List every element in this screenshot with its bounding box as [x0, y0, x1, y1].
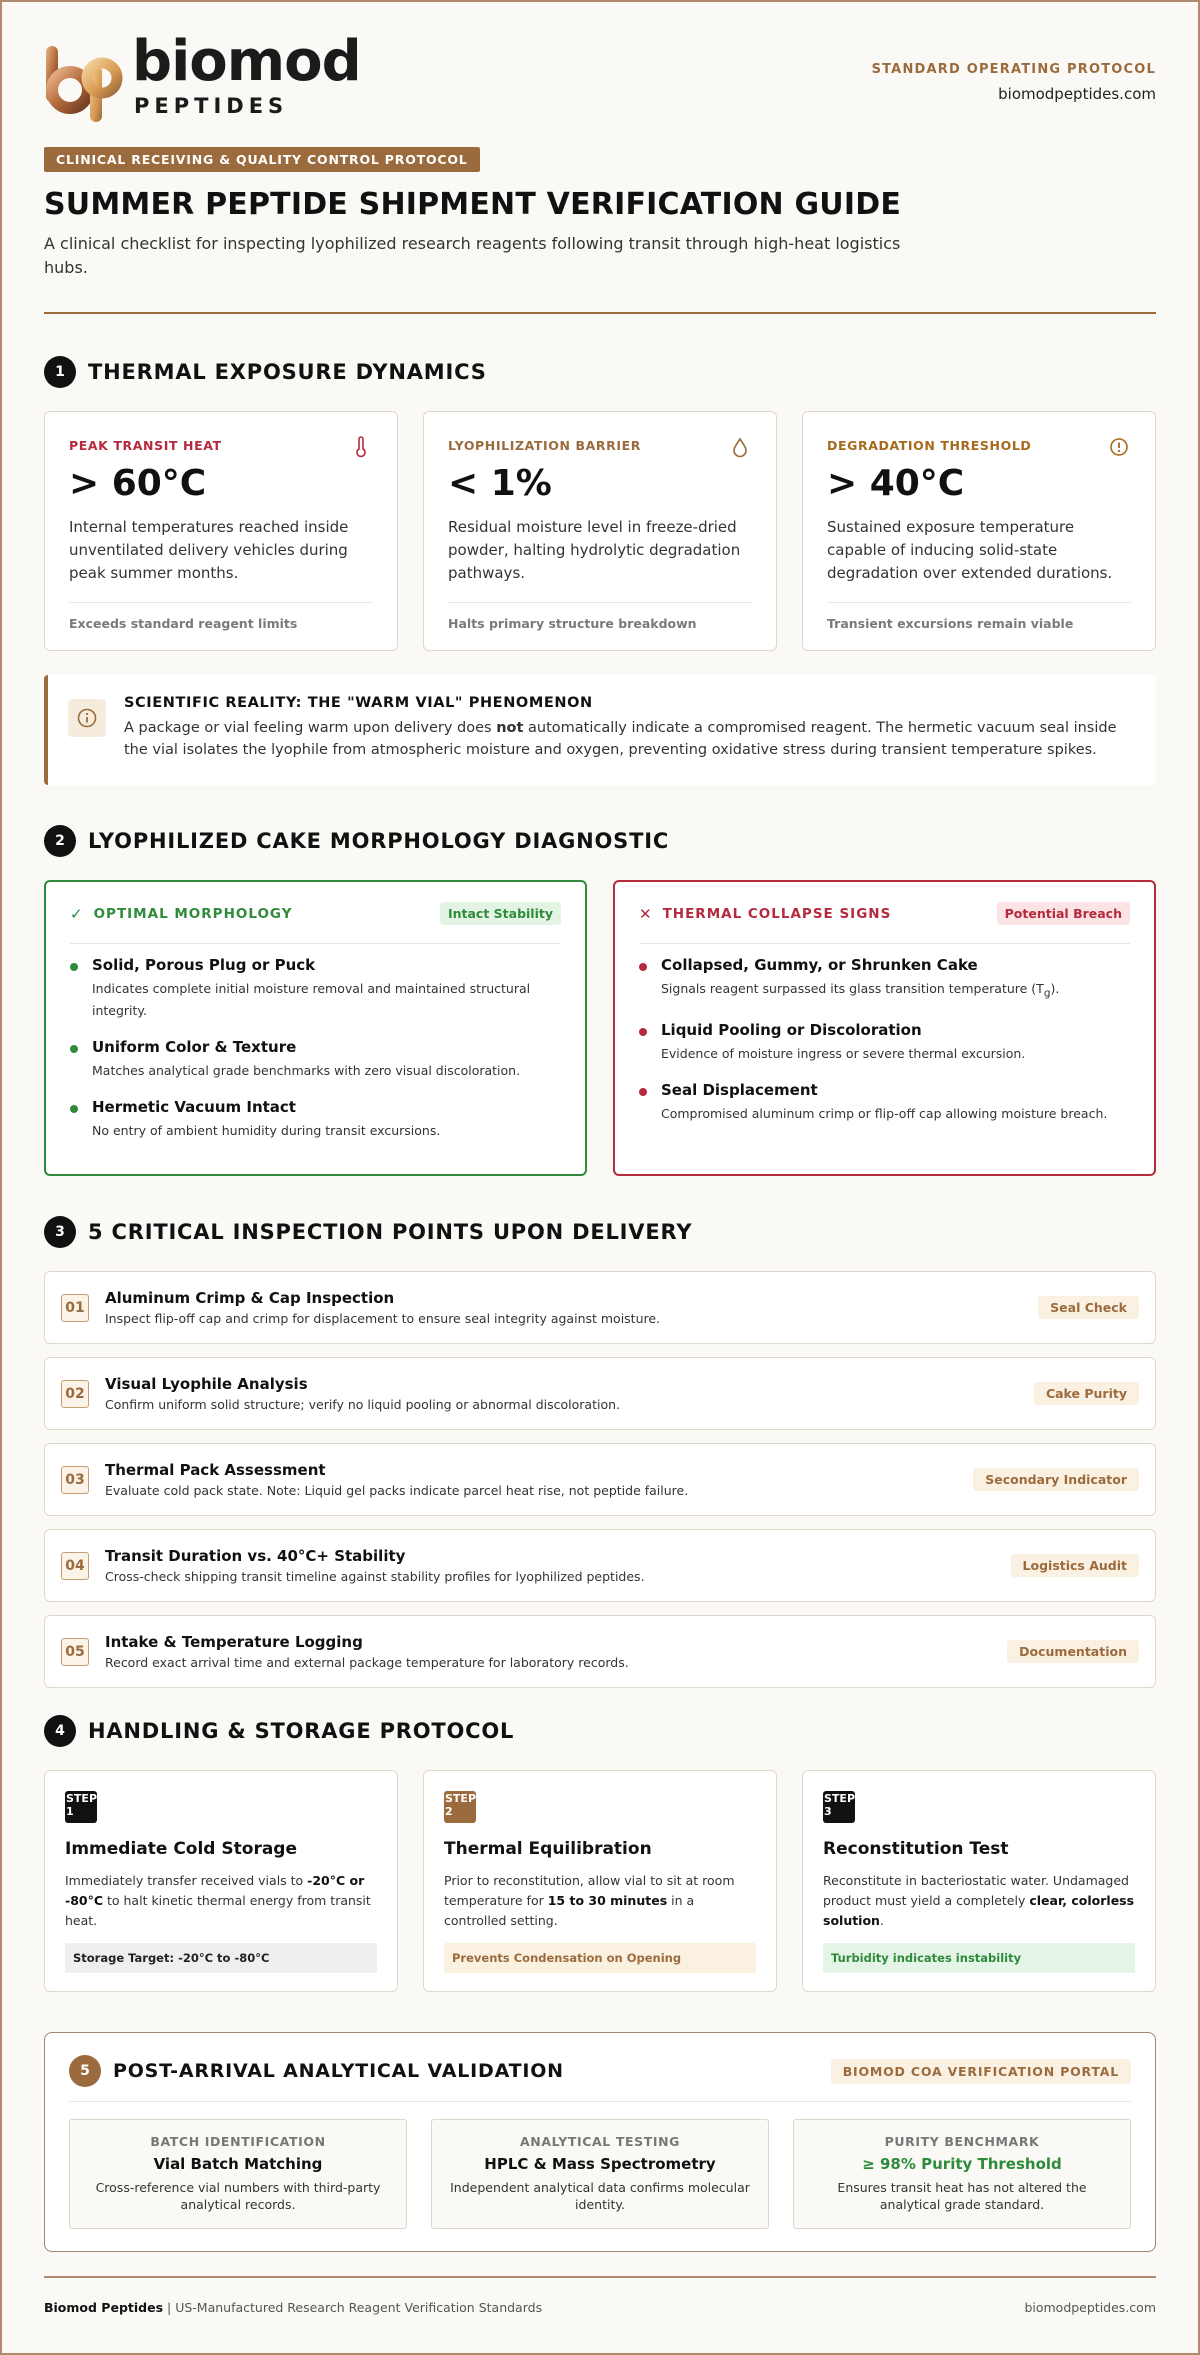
footer-website: biomodpeptides.com	[1024, 2300, 1156, 2315]
footer-divider	[44, 2276, 1156, 2278]
card-degradation-threshold	[802, 411, 1156, 651]
section-number: 4	[44, 1715, 76, 1747]
handling-steps	[44, 1770, 1156, 1992]
logo-sub: PEPTIDES	[134, 94, 289, 118]
card-foot: Halts primary structure breakdown	[448, 602, 752, 631]
section-title: HANDLING & STORAGE PROTOCOL	[88, 1719, 515, 1743]
section-2-heading	[44, 825, 1156, 857]
warm-vial-callout	[44, 675, 1156, 785]
step-card: STEP 1 Immediate Cold Storage Immediately transfer received vials to -20°C or -80°C to halt kinetic thermal energy from transit heat. Storage Target: -20°C to -80°C	[44, 1770, 398, 1992]
header-website: biomodpeptides.com	[998, 85, 1156, 103]
status-badge: Potential Breach	[997, 902, 1130, 925]
thermal-cards	[44, 411, 1156, 651]
section-3-heading	[44, 1216, 1156, 1248]
list-item: Uniform Color & Texture Matches analytical grade benchmarks with zero visual discoloration.	[70, 1038, 561, 1082]
thermometer-icon	[351, 436, 371, 458]
card-label: PEAK TRANSIT HEAT	[69, 438, 222, 453]
card-desc: Residual moisture level in freeze-dried powder, halting hydrolytic degradation pathways.	[448, 518, 741, 582]
card-desc: Internal temperatures reached inside unventilated delivery vehicles during peak summer months.	[69, 518, 349, 582]
list-item: Liquid Pooling or Discoloration Evidence of moisture ingress or severe thermal excursion.	[639, 1021, 1130, 1065]
panel-title: OPTIMAL MORPHOLOGY	[93, 905, 293, 922]
callout-title: SCIENTIFIC REALITY: THE "WARM VIAL" PHENOMENON	[124, 695, 593, 711]
step-chip: STEP 3	[823, 1791, 855, 1823]
card-label: LYOPHILIZATION BARRIER	[448, 438, 641, 453]
section-number: 2	[44, 825, 76, 857]
analytical-validation-panel	[44, 2032, 1156, 2252]
header	[44, 2, 1156, 147]
protocol-tag: CLINICAL RECEIVING & QUALITY CONTROL PROTOCOL	[44, 147, 480, 172]
section-number: 3	[44, 1216, 76, 1248]
section-title: POST-ARRIVAL ANALYTICAL VALIDATION	[113, 2060, 564, 2082]
page-title: SUMMER PEPTIDE SHIPMENT VERIFICATION GUIDE	[44, 187, 902, 222]
card-value: < 1%	[448, 463, 552, 504]
card-value: > 40°C	[827, 463, 965, 504]
point-badge: Logistics Audit	[1011, 1554, 1139, 1577]
header-divider	[44, 312, 1156, 314]
inspection-point: 02 Visual Lyophile Analysis Confirm uniform solid structure; verify no liquid pooling or abnormal discoloration. Cake Purity	[44, 1357, 1156, 1430]
list-item: Solid, Porous Plug or Puck Indicates complete initial moisture removal and maintained structural integrity.	[70, 956, 561, 1022]
step-card: STEP 2 Thermal Equilibration Prior to reconstitution, allow vial to sit at room temperature for 15 to 30 minutes in a controlled setting. Prevents Condensation on Opening	[423, 1770, 777, 1992]
inspection-point: 05 Intake & Temperature Logging Record exact arrival time and external package temperature for laboratory records. Documentation	[44, 1615, 1156, 1688]
inspection-points	[44, 1271, 1156, 1688]
section-number: 1	[44, 356, 76, 388]
droplet-icon	[730, 436, 750, 458]
step-note: Storage Target: -20°C to -80°C	[65, 1943, 377, 1973]
logo-mark-icon	[44, 44, 124, 124]
card-value: > 60°C	[69, 463, 207, 504]
section-1-heading	[44, 356, 1156, 388]
validation-box: BATCH IDENTIFICATION Vial Batch Matching Cross-reference vial numbers with third-party analytical records.	[69, 2119, 407, 2229]
optimal-morphology-panel	[44, 880, 587, 1176]
inspection-point: 03 Thermal Pack Assessment Evaluate cold pack state. Note: Liquid gel packs indicate parcel heat rise, not peptide failure. Secondary Indicator	[44, 1443, 1156, 1516]
point-badge: Seal Check	[1038, 1296, 1139, 1319]
card-foot: Exceeds standard reagent limits	[69, 602, 373, 631]
card-foot: Transient excursions remain viable	[827, 602, 1131, 631]
list-item: Collapsed, Gummy, or Shrunken Cake Signals reagent surpassed its glass transition temperature $(T_g)$.	[639, 956, 1130, 1005]
callout-text: A package or vial feeling warm upon delivery does not automatically indicate a compromised reagent. The hermetic vacuum seal inside the vial isolates the lyophile from atmospheric moisture and oxygen, preventing oxidative stress during transient temperature spikes.	[124, 720, 1117, 758]
section-title: THERMAL EXPOSURE DYNAMICS	[88, 360, 487, 384]
page-subtitle: A clinical checklist for inspecting lyophilized research reagents following transit through high-heat logistics hubs.	[44, 234, 901, 277]
list-item: Seal Displacement Compromised aluminum crimp or flip-off cap allowing moisture breach.	[639, 1081, 1130, 1125]
footer-brand: Biomod Peptides	[44, 2300, 164, 2315]
section-number: 5	[69, 2055, 101, 2087]
brand-logo	[44, 29, 361, 124]
card-lyophilization-barrier	[423, 411, 777, 651]
card-desc: Sustained exposure temperature capable of inducing solid-state degradation over extended durations.	[827, 518, 1113, 582]
header-meta	[872, 62, 1156, 103]
validation-box: ANALYTICAL TESTING HPLC & Mass Spectrometry Independent analytical data confirms molecular identity.	[431, 2119, 769, 2229]
step-note: Prevents Condensation on Opening	[444, 1943, 756, 1973]
coa-portal-badge: BIOMOD COA VERIFICATION PORTAL	[831, 2059, 1131, 2084]
alert-circle-icon	[1109, 436, 1129, 458]
card-label: DEGRADATION THRESHOLD	[827, 438, 1032, 453]
step-chip: STEP 2	[444, 1791, 476, 1823]
section-4-heading	[44, 1715, 1156, 1747]
doc-type: STANDARD OPERATING PROTOCOL	[871, 62, 1156, 77]
thermal-collapse-panel	[613, 880, 1156, 1176]
card-peak-transit-heat	[44, 411, 398, 651]
point-badge: Documentation	[1007, 1640, 1139, 1663]
footer	[44, 2300, 1156, 2315]
step-note: Turbidity indicates instability	[823, 1943, 1135, 1973]
check-icon: ✓	[70, 904, 84, 923]
inspection-point: 04 Transit Duration vs. 40°C+ Stability Cross-check shipping transit timeline against stability profiles for lyophilized peptides. Logistics Audit	[44, 1529, 1156, 1602]
morphology-diagnostic	[44, 880, 1156, 1176]
footer-tagline: | US-Manufactured Research Reagent Verification Standards	[163, 2300, 543, 2315]
inspection-point: 01 Aluminum Crimp & Cap Inspection Inspect flip-off cap and crimp for displacement to ensure seal integrity against moisture. Seal Check	[44, 1271, 1156, 1344]
validation-box: PURITY BENCHMARK ≥ 98% Purity Threshold Ensures transit heat has not altered the analytical grade standard.	[793, 2119, 1131, 2229]
info-icon	[68, 699, 106, 737]
panel-title: THERMAL COLLAPSE SIGNS	[662, 905, 892, 922]
x-icon: ✕	[639, 904, 653, 923]
list-item: Hermetic Vacuum Intact No entry of ambient humidity during transit excursions.	[70, 1098, 561, 1142]
status-badge: Intact Stability	[440, 902, 561, 925]
logo-word: biomod	[132, 29, 361, 94]
point-badge: Cake Purity	[1034, 1382, 1139, 1405]
section-title: LYOPHILIZED CAKE MORPHOLOGY DIAGNOSTIC	[88, 829, 670, 853]
step-card: STEP 3 Reconstitution Test Reconstitute in bacteriostatic water. Undamaged product must yield a completely clear, colorless solution. Turbidity indicates instability	[802, 1770, 1156, 1992]
point-badge: Secondary Indicator	[973, 1468, 1139, 1491]
section-title: 5 CRITICAL INSPECTION POINTS UPON DELIVERY	[88, 1220, 693, 1244]
step-chip: STEP 1	[65, 1791, 97, 1823]
